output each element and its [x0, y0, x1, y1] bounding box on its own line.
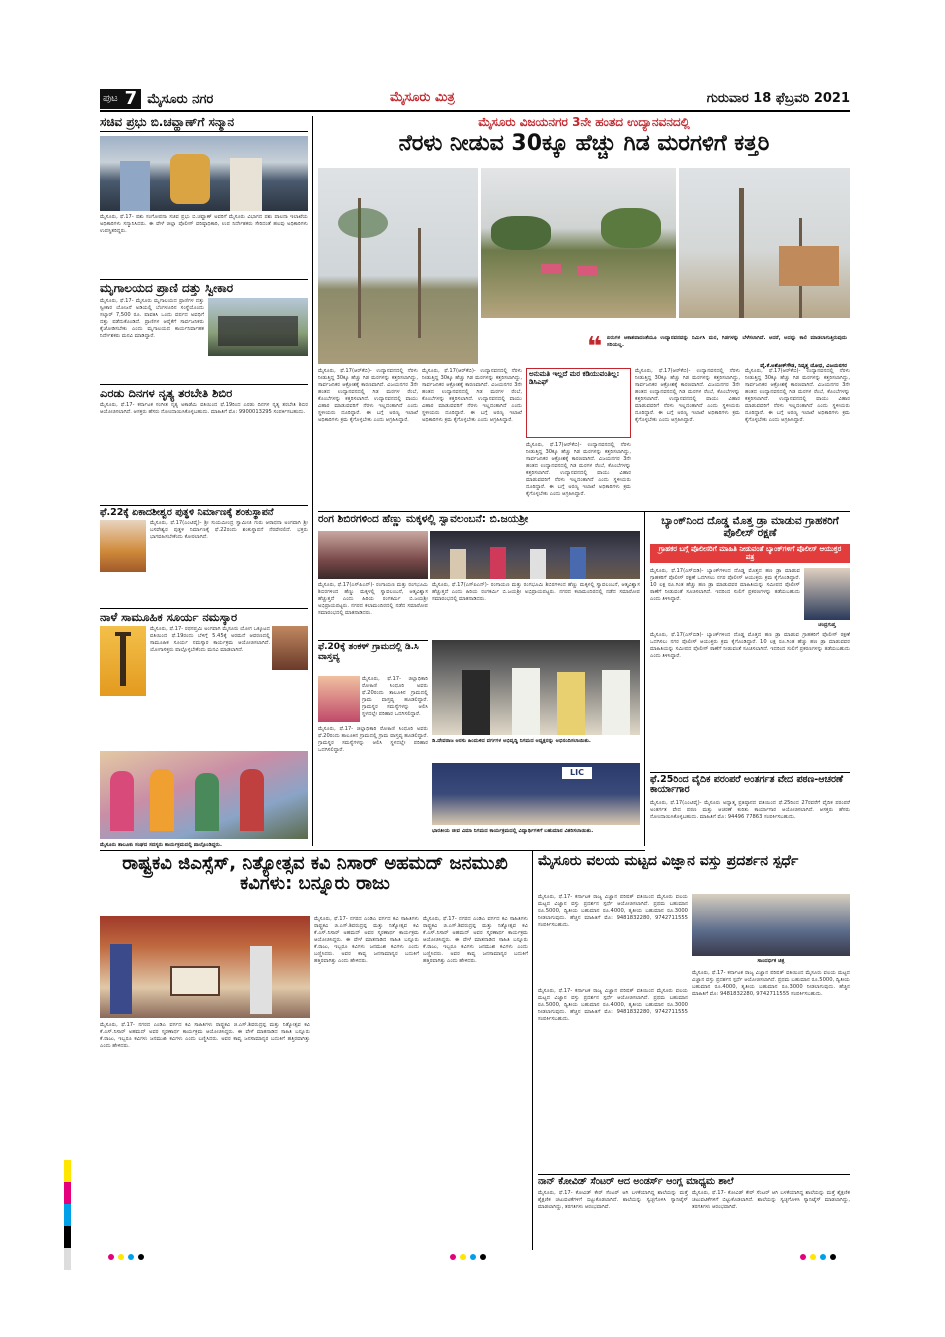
photo-yoga	[100, 626, 146, 696]
article-science-a: ಮೈಸೂರು, ಫೆ.17- ಕರ್ನಾಟಕ ರಾಜ್ಯ ವಿಜ್ಞಾನ ಪರಿಷತ್ ವತಿಯಿಂದ ಮೈಸೂರು ವಲಯ ಮಟ್ಟದ ವಿಜ್ಞಾನ ವಸ್ತು ಪ್ರದರ್ಶನ ಸ್ಪರ್ಧೆ ಆಯೋಜಿಸಲಾಗಿದೆ. ಪ್ರಥಮ ಬಹುಮಾನ ರೂ.5000, ದ್ವಿತೀಯ ಬಹುಮಾನ ರೂ.4000, ತೃತೀಯ ಬಹುಮಾನ ರೂ.3000 ನೀಡಲಾಗುವುದು. ಹೆಚ್ಚಿನ ಮಾಹಿತಿಗೆ ಮೊ: 9481832280, 9742711555 ಸಂಪರ್ಕಿಸಬಹುದು.	[538, 894, 688, 928]
lead-body-col3: ಮೈಸೂರು, ಫೆ.17(ಆರ್‌ಕೆಬಿ)- ಉದ್ಯಾನವನದಲ್ಲಿ ನೆರಳು ನೀಡುತ್ತಿದ್ದ 30ಕ್ಕೂ ಹೆಚ್ಚು ಗಿಡ ಮರಗಳನ್ನು ಕತ್ತರಿಸಲಾಗಿದ್ದು, ಸಾರ್ವಜನಿಕರ ಆಕ್ರೋಶಕ್ಕೆ ಕಾರಣವಾಗಿದೆ. ವಿಜಯನಗರ 3ನೇ ಹಂತದ ಉದ್ಯಾನವನದಲ್ಲಿ ಗಿಡ ಮರಗಳ ರೆಂಬೆ, ಕೊಂಬೆಗಳನ್ನು ಕತ್ತರಿಸಲಾಗಿದೆ. ಉದ್ಯಾನವನದಲ್ಲಿ ವಾಯು ವಿಹಾರ ಮಾಡುವವರಿಗೆ ನೆರಳು ಇಲ್ಲದಂತಾಗಿದೆ ಎಂದು ಸ್ಥಳೀಯರು ದೂರಿದ್ದಾರೆ. ಈ ಬಗ್ಗೆ ಅರಣ್ಯ ಇಲಾಖೆ ಅಧಿಕಾರಿಗಳು ಕ್ರಮ ಕೈಗೊಳ್ಳಬೇಕು ಎಂದು ಆಗ್ರಹಿಸಿದ್ದಾರೆ.	[526, 442, 631, 497]
article-statue: ಮೈಸೂರು, ಫೆ.17(ಎಂಟಿವೈ)- ಶ್ರೀ ಸುಯಮೀಂದ್ರ ಸ್ವಾಮೀಜಿ ಗುರು ಆರಾಧನಾ ಅಂಗವಾಗಿ ಶ್ರೀ ಬಸವೇಶ್ವರ ಪುತ್ಥಳಿ ನಿರ್ಮಾಣಕ್ಕೆ ಫೆ.22ರಂದು ಶಂಕುಸ್ಥಾಪನೆ ನೆರವೇರಲಿದೆ. ಭಕ್ತರು ಭಾಗವಹಿಸಬೇಕೆಂದು ಕೋರಲಾಗಿದೆ.	[150, 520, 308, 540]
photo-commissioner	[804, 568, 850, 620]
article-dc-stay-a: ಮೈಸೂರು, ಫೆ.17- ಜಿಲ್ಲಾಧಿಕಾರಿ ರೋಹಿಣಿ ಸಿಂಧೂರಿ ಅವರು ಫೆ.20ರಂದು ತಾಲೂಕಿನ ಗ್ರಾಮದಲ್ಲಿ ಗ್ರಾಮ ವಾಸ್ತವ್ಯ ಹೂಡಲಿದ್ದಾರೆ. ಗ್ರಾಮಸ್ಥರ ಸಮಸ್ಯೆಗಳನ್ನು ಆಲಿಸಿ ಸ್ಥಳದಲ್ಲೇ ಪರಿಹಾರ ಒದಗಿಸಲಿದ್ದಾರೆ.	[362, 676, 428, 717]
headline-poets: ರಾಷ್ಟ್ರಕವಿ ಜಿಎಸ್ಸೆಸ್, ನಿತ್ಯೋತ್ಸವ ಕವಿ ನಿಸಾರ್ ಅಹಮದ್ ಜನಮುಖಿ ಕವಿಗಳು: ಬನ್ನೂರು ರಾಜು	[122, 853, 508, 894]
lead-body-col4: ಮೈಸೂರು, ಫೆ.17(ಆರ್‌ಕೆಬಿ)- ಉದ್ಯಾನವನದಲ್ಲಿ ನೆರಳು ನೀಡುತ್ತಿದ್ದ 30ಕ್ಕೂ ಹೆಚ್ಚು ಗಿಡ ಮರಗಳನ್ನು ಕತ್ತರಿಸಲಾಗಿದ್ದು, ಸಾರ್ವಜನಿಕರ ಆಕ್ರೋಶಕ್ಕೆ ಕಾರಣವಾಗಿದೆ. ವಿಜಯನಗರ 3ನೇ ಹಂತದ ಉದ್ಯಾನವನದಲ್ಲಿ ಗಿಡ ಮರಗಳ ರೆಂಬೆ, ಕೊಂಬೆಗಳನ್ನು ಕತ್ತರಿಸಲಾಗಿದೆ. ಉದ್ಯಾನವನದಲ್ಲಿ ವಾಯು ವಿಹಾರ ಮಾಡುವವರಿಗೆ ನೆರಳು ಇಲ್ಲದಂತಾಗಿದೆ ಎಂದು ಸ್ಥಳೀಯರು ದೂರಿದ್ದಾರೆ. ಈ ಬಗ್ಗೆ ಅರಣ್ಯ ಇಲಾಖೆ ಅಧಿಕಾರಿಗಳು ಕ್ರಮ ಕೈಗೊಳ್ಳಬೇಕು ಎಂದು ಆಗ್ರಹಿಸಿದ್ದಾರೆ.	[635, 368, 740, 423]
headline-minister: ಸಚಿವ ಪ್ರಭು ಬಿ.ಚವ್ಹಾಣ್‌ಗೆ ಸನ್ಮಾನ	[100, 116, 308, 132]
bottom-section-rule-left	[100, 850, 645, 851]
registration-marks-bottom-center	[450, 1254, 486, 1260]
headline-dc-stay: ಫೆ.20ಕ್ಕೆ ತಂಕಳ್ ಗ್ರಾಮದಲ್ಲಿ ಡಿ.ಸಿ ವಾಸ್ತವ್ಯ	[318, 640, 428, 663]
photo-dc	[318, 676, 360, 722]
section-name: ಮೈಸೂರು ನಗರ	[147, 91, 214, 107]
caption-commissioner: ಚಂದ್ರಗುಪ್ತ	[818, 622, 836, 628]
photo-minister-felicitation	[100, 136, 308, 211]
lead-quote-author: ವೈ.ಕೆ.ಅಶೋಕ್‌ಗೌಡ, ನಿವೃತ್ತ ಯೋಧ, ವಿಜಯನಗರ	[760, 363, 847, 369]
photo-swamiji	[100, 520, 146, 572]
headline-vedic: ಫೆ.25ರಿಂದ ವೈದಿಕ ಪರಂಪರೆ ಅಂತರ್ಗತ ವೇದ ಪಠಣ-ಆಚರಣೆ ಕಾರ್ಯಾಗಾರ	[650, 772, 850, 796]
lead-sidebox-title: ಅನುಮತಿ ಇಲ್ಲದೆ ಮರ ಕಡಿಯುವಂತಿಲ್ಲ: ಡಿಸಿಎಫ್	[529, 370, 620, 386]
article-poets-col1: ಮೈಸೂರು, ಫೆ.17- ನಗರದ ಎಂಡಿಎ ವರ್ಗದ ಕವಿ ಸಾಹಿತಿಗಳು ರಾಷ್ಟ್ರಕವಿ ಜಿ.ಎಸ್.ಶಿವರುದ್ರಪ್ಪ ಮತ್ತು ನಿತ್ಯೋತ್ಸವ ಕವಿ ಕೆ.ಎಸ್.ನಿಸಾರ್ ಅಹಮದ್ ಅವರ ಸ್ಮರಣಾರ್ಥ ಕಾರ್ಯಕ್ರಮ ಆಯೋಜಿಸಿದ್ದರು. ಈ ವೇಳೆ ಮಾತನಾಡಿದ ಸಾಹಿತಿ ಬನ್ನೂರು ಕೆ.ರಾಜು, ಇಬ್ಬರೂ ಕವಿಗಳು ಜನಮುಖಿ ಕವಿಗಳು ಎಂದು ಬಣ್ಣಿಸಿದರು. ಅವರ ಕಾವ್ಯ ಜನಸಾಮಾನ್ಯರ ಬದುಕಿಗೆ ಹತ್ತಿರವಾಗಿತ್ತು ಎಂದು ಹೇಳಿದರು.	[314, 916, 419, 964]
photo-science-expo	[692, 894, 850, 956]
headline-surya-namaskar: ನಾಳೆ ಸಾಮೂಹಿಕ ಸೂರ್ಯ ನಮಸ್ಕಾರ	[100, 608, 308, 624]
column-divider-right	[644, 511, 645, 846]
article-science-c: ಮೈಸೂರು, ಫೆ.17- ಕರ್ನಾಟಕ ರಾಜ್ಯ ವಿಜ್ಞಾನ ಪರಿಷತ್ ವತಿಯಿಂದ ಮೈಸೂರು ವಲಯ ಮಟ್ಟದ ವಿಜ್ಞಾನ ವಸ್ತು ಪ್ರದರ್ಶನ ಸ್ಪರ್ಧೆ ಆಯೋಜಿಸಲಾಗಿದೆ. ಪ್ರಥಮ ಬಹುಮಾನ ರೂ.5000, ದ್ವಿತೀಯ ಬಹುಮಾನ ರೂ.4000, ತೃತೀಯ ಬಹುಮಾನ ರೂ.3000 ನೀಡಲಾಗುವುದು. ಹೆಚ್ಚಿನ ಮಾಹಿತಿಗೆ ಮೊ: 9481832280, 9742711555 ಸಂಪರ್ಕಿಸಬಹುದು.	[692, 970, 850, 997]
lead-body-col1: ಮೈಸೂರು, ಫೆ.17(ಆರ್‌ಕೆಬಿ)- ಉದ್ಯಾನವನದಲ್ಲಿ ನೆರಳು ನೀಡುತ್ತಿದ್ದ 30ಕ್ಕೂ ಹೆಚ್ಚು ಗಿಡ ಮರಗಳನ್ನು ಕತ್ತರಿಸಲಾಗಿದ್ದು, ಸಾರ್ವಜನಿಕರ ಆಕ್ರೋಶಕ್ಕೆ ಕಾರಣವಾಗಿದೆ. ವಿಜಯನಗರ 3ನೇ ಹಂತದ ಉದ್ಯಾನವನದಲ್ಲಿ ಗಿಡ ಮರಗಳ ರೆಂಬೆ, ಕೊಂಬೆಗಳನ್ನು ಕತ್ತರಿಸಲಾಗಿದೆ. ಉದ್ಯಾನವನದಲ್ಲಿ ವಾಯು ವಿಹಾರ ಮಾಡುವವರಿಗೆ ನೆರಳು ಇಲ್ಲದಂತಾಗಿದೆ ಎಂದು ಸ್ಥಳೀಯರು ದೂರಿದ್ದಾರೆ. ಈ ಬಗ್ಗೆ ಅರಣ್ಯ ಇಲಾಖೆ ಅಧಿಕಾರಿಗಳು ಕ್ರಮ ಕೈಗೊಳ್ಳಬೇಕು ಎಂದು ಆಗ್ರಹಿಸಿದ್ದಾರೆ.	[318, 368, 418, 423]
registration-marks-bottom-left	[108, 1254, 144, 1260]
page-number: 7	[121, 89, 142, 109]
left-column	[100, 115, 308, 848]
article-zoo: ಮೈಸೂರು, ಫೆ.17- ಮೈಸೂರು ಮೃಗಾಲಯದ ಪ್ರಾಣಿಗಳ ದತ್ತು ಸ್ವೀಕಾರ ಯೋಜನೆ ಅಡಿಯಲ್ಲಿ ಬೆಂಗಳೂರಿನ ಸಂಸ್ಥೆಯೊಂದು ಸಲ್ಕಾರ್ 7,500 ರೂ. ಪಾವತಿಸಿ ಒಂದು ವರ್ಷದ ಅವಧಿಗೆ ದತ್ತು ಪಡೆದುಕೊಂಡಿದೆ. ಪ್ರಾಣಿಗಳ ಆರೈಕೆಗೆ ಸಾರ್ವಜನಿಕರು ಕೈಜೋಡಿಸಬೇಕು ಎಂದು ಮೃಗಾಲಯದ ಕಾರ್ಯನಿರ್ವಾಹಕ ನಿರ್ದೇಶಕರು ಮನವಿ ಮಾಡಿದ್ದಾರೆ.	[100, 298, 204, 339]
photo-poets-event	[100, 916, 310, 1018]
photo-zoo	[208, 298, 308, 356]
article-surya-namaskar: ಮೈಸೂರು, ಫೆ.17- ರಥಸಪ್ತಮಿ ಅಂಗವಾಗಿ ಮೈಸೂರು ಯೋಗ ಒಕ್ಕೂಟದ ವತಿಯಿಂದ ಫೆ.19ರಂದು ಬೆಳಿಗ್ಗೆ 5.45ಕ್ಕೆ ಅರಮನೆ ಆವರಣದಲ್ಲಿ ಸಾಮೂಹಿಕ ಸೂರ್ಯ ನಮಸ್ಕಾರ ಕಾರ್ಯಕ್ರಮ ಆಯೋಜಿಸಲಾಗಿದೆ. ಯೋಗಾಸಕ್ತರು ಪಾಲ್ಗೊಳ್ಳಬೇಕೆಂದು ಮನವಿ ಮಾಡಲಾಗಿದೆ.	[150, 626, 270, 653]
lead-kicker: ಮೈಸೂರು ವಿಜಯನಗರ 3ನೇ ಹಂತದ ಉದ್ಯಾನವನದಲ್ಲಿ	[478, 115, 690, 129]
headline-statue: ಫೆ.22ಕ್ಕೆ ಏಕಾದಶೀಶ್ವರ ಪುತ್ಥಳಿ ನಿರ್ಮಾಣಕ್ಕೆ ಶಂಕುಸ್ಥಾಪನೆ	[100, 505, 308, 518]
article-school-a: ಮೈಸೂರು, ಫೆ.17- ಕೋವಿಡ್ ಕೇರ್ ಸೆಂಟರ್ ಆಗಿ ಬಳಕೆಯಾಗಿದ್ದ ಶಾಲೆಯನ್ನು ಮತ್ತೆ ಶೈಕ್ಷಣಿಕ ಚಟುವಟಿಕೆಗಳಿಗೆ ಬಿಟ್ಟುಕೊಡಲಾಗಿದೆ. ಶಾಲೆಯನ್ನು ಸ್ವಚ್ಛಗೊಳಿಸಿ ಸ್ಯಾನಿಟೈಸ್ ಮಾಡಲಾಗಿದ್ದು, ತರಗತಿಗಳು ಆರಂಭವಾಗಿವೆ.	[538, 1190, 688, 1210]
photo-cut-trees-1	[318, 168, 478, 364]
headline-school: ನಾನ್ ಕೋವಿಡ್ ಸೆಂಟರ್ ಆದ ಅಂಡರ್ಸ್ ಆಂಗ್ಲ ಮಾಧ್ಯಮ ಶಾಲೆ	[538, 1174, 850, 1187]
headline-zoo: ಮೃಗಾಲಯದ ಪ್ರಾಣಿ ದತ್ತು ಸ್ವೀಕಾರ	[100, 279, 308, 295]
article-theatre-col2: ಮೈಸೂರು, ಫೆ.17(ಎಸ್‌ಪಿಎನ್)- ರಂಗಾಯಣ ಮತ್ತು ರಂಗಭೂಮಿ ಶಿಬಿರಗಳಿಂದ ಹೆಣ್ಣು ಮಕ್ಕಳಲ್ಲಿ ಸ್ವಾವಲಂಬನೆ, ಆತ್ಮವಿಶ್ವಾಸ ಹೆಚ್ಚುತ್ತದೆ ಎಂದು ಹಿರಿಯ ರಂಗಕರ್ಮಿ ಬಿ.ಜಯಶ್ರೀ ಅಭಿಪ್ರಾಯಪಟ್ಟರು. ನಗರದ ಕಲಾಮಂದಿರದಲ್ಲಿ ನಡೆದ ಸಮಾರೋಪ ಸಮಾರಂಭದಲ್ಲಿ ಮಾತನಾಡಿದರು.	[432, 582, 640, 602]
masthead: ಮೈಸೂರು ಮಿತ್ರ	[390, 90, 455, 105]
headline-science-expo: ಮೈಸೂರು ವಲಯ ಮಟ್ಟದ ವಿಜ್ಞಾನ ವಸ್ತು ಪ್ರದರ್ಶನ ಸ್ಪರ್ಧೆ	[538, 853, 799, 869]
lead-sidebox	[526, 368, 631, 438]
lead-quote: ಏರುಗಳ ಆಕಾಶವಾದಂತೆಯೂ ಉದ್ಯಾನವನವನ್ನು ನಿರ್ಮಿಸಿ ಮರ, ಗಿಡಗಳನ್ನು ಬೆಳೆಸಲಾಗಿದೆ. ಆದರೆ, ಅದನ್ನು ಕಾಲಿ ಮಾಡಲಾಗುತ್ತಿರುವುದು ಸರಿಯಲ್ಲ.	[607, 335, 847, 348]
caption-felicitation: ಡಿ.ದೇವರಾಜ ಅರಸು ಹಿಂದುಳಿದ ವರ್ಗಗಳ ಅಭಿವೃದ್ಧಿ ನಿಗಮದ ಅಧ್ಯಕ್ಷರನ್ನು ಅಭಿನಂದಿಸಲಾಯಿತು.	[432, 738, 591, 744]
article-bank-police-a: ಮೈಸೂರು, ಫೆ.17(ಎಸ್‌ಬಿಡಿ)- ಬ್ಯಾಂಕ್‌ಗಳಿಂದ ದೊಡ್ಡ ಮೊತ್ತದ ಹಣ ಡ್ರಾ ಮಾಡುವ ಗ್ರಾಹಕರಿಗೆ ಪೊಲೀಸ್ ರಕ್ಷಣೆ ಒದಗಿಸಲು ನಗರ ಪೊಲೀಸ್ ಆಯುಕ್ತರು ಕ್ರಮ ಕೈಗೊಂಡಿದ್ದಾರೆ. 10 ಲಕ್ಷ ರೂ.ಗಿಂತ ಹೆಚ್ಚು ಹಣ ಡ್ರಾ ಮಾಡುವವರ ಮಾಹಿತಿಯನ್ನು ಸಮೀಪದ ಪೊಲೀಸ್ ಠಾಣೆಗೆ ನೀಡುವಂತೆ ಸೂಚಿಸಲಾಗಿದೆ. ಇದರಿಂದ ಸುಲಿಗೆ ಪ್ರಕರಣಗಳನ್ನು ತಡೆಯಬಹುದು ಎಂದು ತಿಳಿಸಿದ್ದಾರೆ.	[650, 568, 800, 602]
column-divider-left	[312, 116, 313, 846]
caption-women-group: ಮೈಸೂರು ತಾಲೂಕು ಸಂಘದ ಸದಸ್ಯರು ಕಾರ್ಯಕ್ರಮದಲ್ಲಿ ಪಾಲ್ಗೊಂಡಿದ್ದರು.	[100, 842, 222, 848]
column-divider-bottom	[532, 850, 533, 1250]
caption-science-expo: ಸಾಂದರ್ಭಿಕ ಚಿತ್ರ	[757, 958, 785, 964]
headline-dance-camp: ಎರಡು ದಿನಗಳ ನೃತ್ಯ ತರಬೇತಿ ಶಿಬಿರ	[100, 384, 308, 400]
lead-body-col5: ಮೈಸೂರು, ಫೆ.17(ಆರ್‌ಕೆಬಿ)- ಉದ್ಯಾನವನದಲ್ಲಿ ನೆರಳು ನೀಡುತ್ತಿದ್ದ 30ಕ್ಕೂ ಹೆಚ್ಚು ಗಿಡ ಮರಗಳನ್ನು ಕತ್ತರಿಸಲಾಗಿದ್ದು, ಸಾರ್ವಜನಿಕರ ಆಕ್ರೋಶಕ್ಕೆ ಕಾರಣವಾಗಿದೆ. ವಿಜಯನಗರ 3ನೇ ಹಂತದ ಉದ್ಯಾನವನದಲ್ಲಿ ಗಿಡ ಮರಗಳ ರೆಂಬೆ, ಕೊಂಬೆಗಳನ್ನು ಕತ್ತರಿಸಲಾಗಿದೆ. ಉದ್ಯಾನವನದಲ್ಲಿ ವಾಯು ವಿಹಾರ ಮಾಡುವವರಿಗೆ ನೆರಳು ಇಲ್ಲದಂತಾಗಿದೆ ಎಂದು ಸ್ಥಳೀಯರು ದೂರಿದ್ದಾರೆ. ಈ ಬಗ್ಗೆ ಅರಣ್ಯ ಇಲಾಖೆ ಅಧಿಕಾರಿಗಳು ಕ್ರಮ ಕೈಗೊಳ್ಳಬೇಕು ಎಂದು ಆಗ್ರಹಿಸಿದ್ದಾರೆ.	[745, 368, 850, 423]
caption-lic: ಭಾರತೀಯ ಜೀವ ವಿಮಾ ನಿಗಮದ ಕಾರ್ಯಕ್ರಮದಲ್ಲಿ ವಿದ್ಯಾರ್ಥಿಗಳಿಗೆ ಬಹುಮಾನ ವಿತರಿಸಲಾಯಿತು.	[432, 828, 594, 834]
article-poets-col2: ಮೈಸೂರು, ಫೆ.17- ನಗರದ ಎಂಡಿಎ ವರ್ಗದ ಕವಿ ಸಾಹಿತಿಗಳು ರಾಷ್ಟ್ರಕವಿ ಜಿ.ಎಸ್.ಶಿವರುದ್ರಪ್ಪ ಮತ್ತು ನಿತ್ಯೋತ್ಸವ ಕವಿ ಕೆ.ಎಸ್.ನಿಸಾರ್ ಅಹಮದ್ ಅವರ ಸ್ಮರಣಾರ್ಥ ಕಾರ್ಯಕ್ರಮ ಆಯೋಜಿಸಿದ್ದರು. ಈ ವೇಳೆ ಮಾತನಾಡಿದ ಸಾಹಿತಿ ಬನ್ನೂರು ಕೆ.ರಾಜು, ಇಬ್ಬರೂ ಕವಿಗಳು ಜನಮುಖಿ ಕವಿಗಳು ಎಂದು ಬಣ್ಣಿಸಿದರು. ಅವರ ಕಾವ್ಯ ಜನಸಾಮಾನ್ಯರ ಬದುಕಿಗೆ ಹತ್ತಿರವಾಗಿತ್ತು ಎಂದು ಹೇಳಿದರು.	[423, 916, 528, 964]
page-label: ಪುಟ	[100, 89, 121, 109]
article-science-b: ಮೈಸೂರು, ಫೆ.17- ಕರ್ನಾಟಕ ರಾಜ್ಯ ವಿಜ್ಞಾನ ಪರಿಷತ್ ವತಿಯಿಂದ ಮೈಸೂರು ವಲಯ ಮಟ್ಟದ ವಿಜ್ಞಾನ ವಸ್ತು ಪ್ರದರ್ಶನ ಸ್ಪರ್ಧೆ ಆಯೋಜಿಸಲಾಗಿದೆ. ಪ್ರಥಮ ಬಹುಮಾನ ರೂ.5000, ದ್ವಿತೀಯ ಬಹುಮಾನ ರೂ.4000, ತೃತೀಯ ಬಹುಮಾನ ರೂ.3000 ನೀಡಲಾಗುವುದು. ಹೆಚ್ಚಿನ ಮಾಹಿತಿಗೆ ಮೊ: 9481832280, 9742711555 ಸಂಪರ್ಕಿಸಬಹುದು.	[538, 988, 688, 1022]
photo-yoga-instructor	[272, 626, 308, 670]
lead-bottom-rule	[318, 511, 850, 512]
article-theatre-col1: ಮೈಸೂರು, ಫೆ.17(ಎಸ್‌ಪಿಎನ್)- ರಂಗಾಯಣ ಮತ್ತು ರಂಗಭೂಮಿ ಶಿಬಿರಗಳಿಂದ ಹೆಣ್ಣು ಮಕ್ಕಳಲ್ಲಿ ಸ್ವಾವಲಂಬನೆ, ಆತ್ಮವಿಶ್ವಾಸ ಹೆಚ್ಚುತ್ತದೆ ಎಂದು ಹಿರಿಯ ರಂಗಕರ್ಮಿ ಬಿ.ಜಯಶ್ರೀ ಅಭಿಪ್ರಾಯಪಟ್ಟರು. ನಗರದ ಕಲಾಮಂದಿರದಲ್ಲಿ ನಡೆದ ಸಮಾರೋಪ ಸಮಾರಂಭದಲ್ಲಿ ಮಾತನಾಡಿದರು.	[318, 582, 428, 616]
article-vedic: ಮೈಸೂರು, ಫೆ.17(ಎಂಟಿವೈ)- ಮೈಸೂರು ಅಧ್ಯಾತ್ಮ ಪ್ರತಿಷ್ಠಾನದ ವತಿಯಿಂದ ಫೆ.25ರಿಂದ 27ರವರೆಗೆ ವೈದಿಕ ಪರಂಪರೆ ಅಂತರ್ಗತ ವೇದ ಪಠಣ ಮತ್ತು ಆಚರಣೆ ಕುರಿತು ಕಾರ್ಯಾಗಾರ ಆಯೋಜಿಸಲಾಗಿದೆ. ಆಸಕ್ತರು ಹೆಸರು ನೋಂದಾಯಿಸಿಕೊಳ್ಳಬಹುದು. ಮಾಹಿತಿಗೆ ಮೊ: 94496 77863 ಸಂಪರ್ಕಿಸಬಹುದು.	[650, 800, 850, 820]
photo-cut-trees-2	[679, 168, 850, 318]
photo-park	[481, 168, 676, 318]
photo-felicitation	[432, 640, 640, 735]
lead-headline: ನೆರಳು ನೀಡುವ 30ಕ್ಕೂ ಹೆಚ್ಚು ಗಿಡ ಮರಗಳಿಗೆ ಕತ್ತರಿ	[398, 131, 770, 156]
page-header	[100, 88, 850, 112]
issue-date: ಗುರುವಾರ 18 ಫೆಬ್ರವರಿ 2021	[706, 91, 850, 106]
color-bar	[64, 1160, 71, 1270]
photo-jayashree	[318, 531, 428, 579]
article-poets-col0: ಮೈಸೂರು, ಫೆ.17- ನಗರದ ಎಂಡಿಎ ವರ್ಗದ ಕವಿ ಸಾಹಿತಿಗಳು ರಾಷ್ಟ್ರಕವಿ ಜಿ.ಎಸ್.ಶಿವರುದ್ರಪ್ಪ ಮತ್ತು ನಿತ್ಯೋತ್ಸವ ಕವಿ ಕೆ.ಎಸ್.ನಿಸಾರ್ ಅಹಮದ್ ಅವರ ಸ್ಮರಣಾರ್ಥ ಕಾರ್ಯಕ್ರಮ ಆಯೋಜಿಸಿದ್ದರು. ಈ ವೇಳೆ ಮಾತನಾಡಿದ ಸಾಹಿತಿ ಬನ್ನೂರು ಕೆ.ರಾಜು, ಇಬ್ಬರೂ ಕವಿಗಳು ಜನಮುಖಿ ಕವಿಗಳು ಎಂದು ಬಣ್ಣಿಸಿದರು. ಅವರ ಕಾವ್ಯ ಜನಸಾಮಾನ್ಯರ ಬದುಕಿಗೆ ಹತ್ತಿರವಾಗಿತ್ತು ಎಂದು ಹೇಳಿದರು.	[100, 1022, 310, 1049]
headline-bank-police: ಬ್ಯಾಂಕ್‌ನಿಂದ ದೊಡ್ಡ ಮೊತ್ತ ಡ್ರಾ ಮಾಡುವ ಗ್ರಾಹಕರಿಗೆ ಪೊಲೀಸ್ ರಕ್ಷಣೆ	[661, 515, 839, 539]
page-number-box	[100, 89, 141, 109]
subhead-bank-police: ಗ್ರಾಹಕರ ಬಗ್ಗೆ ಪೊಲೀಸರಿಗೆ ಮಾಹಿತಿ ನೀಡುವಂತೆ ಬ್ಯಾಂಕ್‌ಗಳಿಗೆ ಪೊಲೀಸ್ ಆಯುಕ್ತರ ಪತ್ರ	[650, 544, 850, 563]
article-bank-police-b: ಮೈಸೂರು, ಫೆ.17(ಎಸ್‌ಬಿಡಿ)- ಬ್ಯಾಂಕ್‌ಗಳಿಂದ ದೊಡ್ಡ ಮೊತ್ತದ ಹಣ ಡ್ರಾ ಮಾಡುವ ಗ್ರಾಹಕರಿಗೆ ಪೊಲೀಸ್ ರಕ್ಷಣೆ ಒದಗಿಸಲು ನಗರ ಪೊಲೀಸ್ ಆಯುಕ್ತರು ಕ್ರಮ ಕೈಗೊಂಡಿದ್ದಾರೆ. 10 ಲಕ್ಷ ರೂ.ಗಿಂತ ಹೆಚ್ಚು ಹಣ ಡ್ರಾ ಮಾಡುವವರ ಮಾಹಿತಿಯನ್ನು ಸಮೀಪದ ಪೊಲೀಸ್ ಠಾಣೆಗೆ ನೀಡುವಂತೆ ಸೂಚಿಸಲಾಗಿದೆ. ಇದರಿಂದ ಸುಲಿಗೆ ಪ್ರಕರಣಗಳನ್ನು ತಡೆಯಬಹುದು ಎಂದು ತಿಳಿಸಿದ್ದಾರೆ.	[650, 632, 850, 659]
headline-theatre-camp: ರಂಗ ಶಿಬಿರಗಳಿಂದ ಹೆಣ್ಣು ಮಕ್ಕಳಲ್ಲಿ ಸ್ವಾವಲಂಬನೆ: ಬಿ.ಜಯಶ್ರೀ	[318, 513, 529, 525]
lead-body-col2: ಮೈಸೂರು, ಫೆ.17(ಆರ್‌ಕೆಬಿ)- ಉದ್ಯಾನವನದಲ್ಲಿ ನೆರಳು ನೀಡುತ್ತಿದ್ದ 30ಕ್ಕೂ ಹೆಚ್ಚು ಗಿಡ ಮರಗಳನ್ನು ಕತ್ತರಿಸಲಾಗಿದ್ದು, ಸಾರ್ವಜನಿಕರ ಆಕ್ರೋಶಕ್ಕೆ ಕಾರಣವಾಗಿದೆ. ವಿಜಯನಗರ 3ನೇ ಹಂತದ ಉದ್ಯಾನವನದಲ್ಲಿ ಗಿಡ ಮರಗಳ ರೆಂಬೆ, ಕೊಂಬೆಗಳನ್ನು ಕತ್ತರಿಸಲಾಗಿದೆ. ಉದ್ಯಾನವನದಲ್ಲಿ ವಾಯು ವಿಹಾರ ಮಾಡುವವರಿಗೆ ನೆರಳು ಇಲ್ಲದಂತಾಗಿದೆ ಎಂದು ಸ್ಥಳೀಯರು ದೂರಿದ್ದಾರೆ. ಈ ಬಗ್ಗೆ ಅರಣ್ಯ ಇಲಾಖೆ ಅಧಿಕಾರಿಗಳು ಕ್ರಮ ಕೈಗೊಳ್ಳಬೇಕು ಎಂದು ಆಗ್ರಹಿಸಿದ್ದಾರೆ.	[422, 368, 522, 423]
article-dc-stay-b: ಮೈಸೂರು, ಫೆ.17- ಜಿಲ್ಲಾಧಿಕಾರಿ ರೋಹಿಣಿ ಸಿಂಧೂರಿ ಅವರು ಫೆ.20ರಂದು ತಾಲೂಕಿನ ಗ್ರಾಮದಲ್ಲಿ ಗ್ರಾಮ ವಾಸ್ತವ್ಯ ಹೂಡಲಿದ್ದಾರೆ. ಗ್ರಾಮಸ್ಥರ ಸಮಸ್ಯೆಗಳನ್ನು ಆಲಿಸಿ ಸ್ಥಳದಲ್ಲೇ ಪರಿಹಾರ ಒದಗಿಸಲಿದ್ದಾರೆ.	[318, 726, 428, 753]
photo-lic: LIC	[432, 763, 640, 825]
registration-marks-bottom-right	[800, 1254, 836, 1260]
quote-mark-icon: ❝	[587, 332, 603, 362]
photo-theatre-stage	[430, 531, 640, 579]
newspaper-page	[100, 88, 850, 1250]
article-school-b: ಮೈಸೂರು, ಫೆ.17- ಕೋವಿಡ್ ಕೇರ್ ಸೆಂಟರ್ ಆಗಿ ಬಳಕೆಯಾಗಿದ್ದ ಶಾಲೆಯನ್ನು ಮತ್ತೆ ಶೈಕ್ಷಣಿಕ ಚಟುವಟಿಕೆಗಳಿಗೆ ಬಿಟ್ಟುಕೊಡಲಾಗಿದೆ. ಶಾಲೆಯನ್ನು ಸ್ವಚ್ಛಗೊಳಿಸಿ ಸ್ಯಾನಿಟೈಸ್ ಮಾಡಲಾಗಿದ್ದು, ತರಗತಿಗಳು ಆರಂಭವಾಗಿವೆ.	[692, 1190, 850, 1210]
photo-women-group	[100, 751, 308, 839]
article-dance-camp: ಮೈಸೂರು, ಫೆ.17- ಕರ್ನಾಟಕ ಸಂಗೀತ ನೃತ್ಯ ಅಕಾಡೆಮಿ ವತಿಯಿಂದ ಫೆ.19ರಿಂದ ಎರಡು ದಿನಗಳ ನೃತ್ಯ ತರಬೇತಿ ಶಿಬಿರ ಆಯೋಜಿಸಲಾಗಿದೆ. ಆಸಕ್ತರು ಹೆಸರು ನೋಂದಾಯಿಸಿಕೊಳ್ಳಬಹುದು. ಮಾಹಿತಿಗೆ ಮೊ: 9900013295 ಸಂಪರ್ಕಿಸಬಹುದು.	[100, 402, 308, 415]
article-minister: ಮೈಸೂರು, ಫೆ.17- ಪಶು ಸಂಗೋಪನಾ ಸಚಿವ ಪ್ರಭು ಬಿ.ಚವ್ಹಾಣ್ ಅವರಿಗೆ ಮೈಸೂರು ವಿಭಾಗದ ಪಶು ಪಾಲನಾ ಇಲಾಖೆಯ ಅಧಿಕಾರಿಗಳು ಸನ್ಮಾನಿಸಿದರು. ಈ ವೇಳೆ ಜಿಲ್ಲಾ ಪೊಲೀಸ್ ವರಿಷ್ಠಾಧಿಕಾರಿ, ಉಪ ನಿರ್ದೇಶಕರು ಸೇರಿದಂತೆ ಹಲವು ಅಧಿಕಾರಿಗಳು ಉಪಸ್ಥಿತರಿದ್ದರು.	[100, 214, 308, 234]
